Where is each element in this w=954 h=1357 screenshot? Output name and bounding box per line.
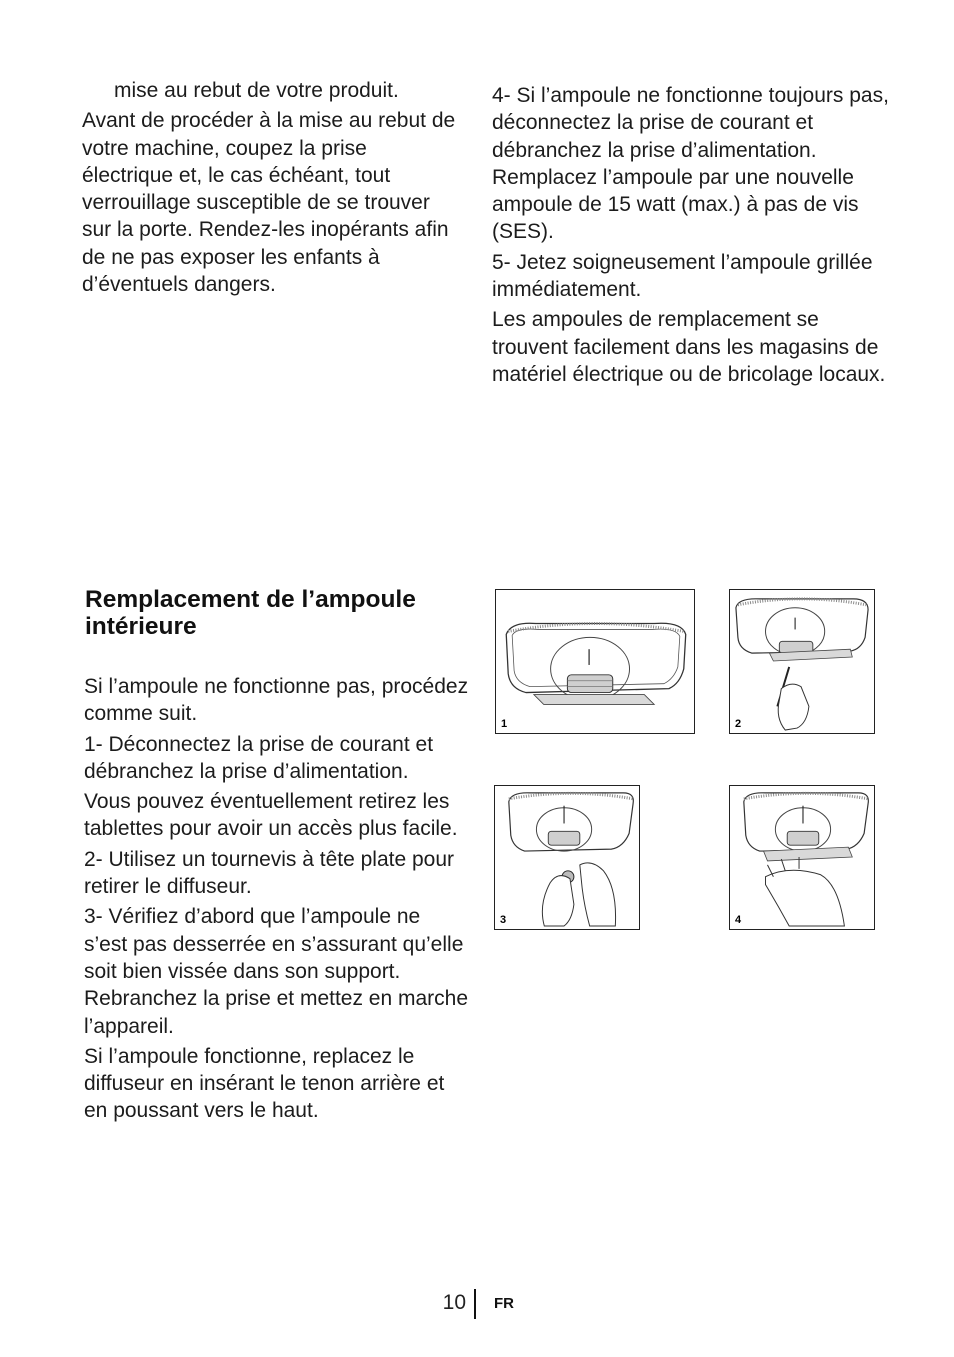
bulb-check-illustration [495, 786, 639, 929]
step-5-paragraph: 5- Jetez soigneusement l’ampoule grillée immédiatement. [492, 250, 873, 302]
instructions-column [84, 673, 469, 1128]
language-code: FR [494, 1295, 514, 1312]
right-top-column [492, 82, 892, 391]
diffuser-replace-illustration [730, 786, 874, 929]
figure-3 [494, 785, 640, 930]
page-footer [0, 1288, 954, 1320]
figure-1-label: 1 [501, 718, 508, 730]
footer-divider [474, 1289, 476, 1319]
figure-2 [729, 589, 875, 734]
step-2-paragraph: 2- Utilisez un tournevis à tête plate pour retirer le diffuseur. [84, 847, 455, 899]
figure-2-label: 2 [735, 718, 742, 730]
figure-4 [729, 785, 875, 930]
figure-4-label: 4 [735, 914, 742, 926]
step-1-paragraph: 1- Déconnectez la prise de courant et débranchez la prise d’alimentation. [84, 732, 434, 783]
intro-paragraph: Si l’ampoule ne fonctionne pas, procédez comme suit. [84, 675, 469, 726]
lamp-housing-illustration [496, 590, 694, 733]
page-number: 10 [442, 1291, 466, 1314]
disposal-paragraph: Avant de procéder à la mise au rebut de votre machine, coupez la prise électrique et, le cas échéant, tout verrouillage susceptible de se trouver sur la porte. Rendez-les inopérants afin de ne pas exposer les enfants à d’éventuels dangers. [82, 109, 456, 297]
section-heading: Remplacement de l’ampoule intérieure [85, 586, 416, 640]
screwdriver-illustration [730, 590, 874, 733]
figure-1 [495, 589, 695, 734]
step-4-paragraph: 4- Si l’ampoule ne fonctionne toujours pas, déconnectez la prise de courant et débranchez la prise d’alimentation. Remplacez l’ampoule par une nouvelle ampoule de 15 watt (max.) à pas de vis (SES). [492, 84, 889, 244]
continuation-text: mise au rebut de votre produit. [114, 79, 399, 102]
shelves-paragraph: Vous pouvez éventuellement retirez les tablettes pour avoir un accès plus facile. [84, 790, 458, 841]
left-top-column [82, 77, 462, 301]
step-3-paragraph: 3- Vérifiez d’abord que l’ampoule ne s’est pas desserrée en s’assurant qu’elle soit bien vissée dans son support. Rebranchez la prise et mettez en marche l’appareil. [84, 905, 469, 1038]
reinstall-paragraph: Si l’ampoule fonctionne, replacez le diffuseur en insérant le tenon arrière et en poussant vers le haut. [84, 1044, 445, 1123]
figure-3-label: 3 [500, 914, 507, 926]
replacement-info-paragraph: Les ampoules de remplacement se trouvent facilement dans les magasins de matériel électrique ou de bricolage locaux. [492, 308, 886, 386]
